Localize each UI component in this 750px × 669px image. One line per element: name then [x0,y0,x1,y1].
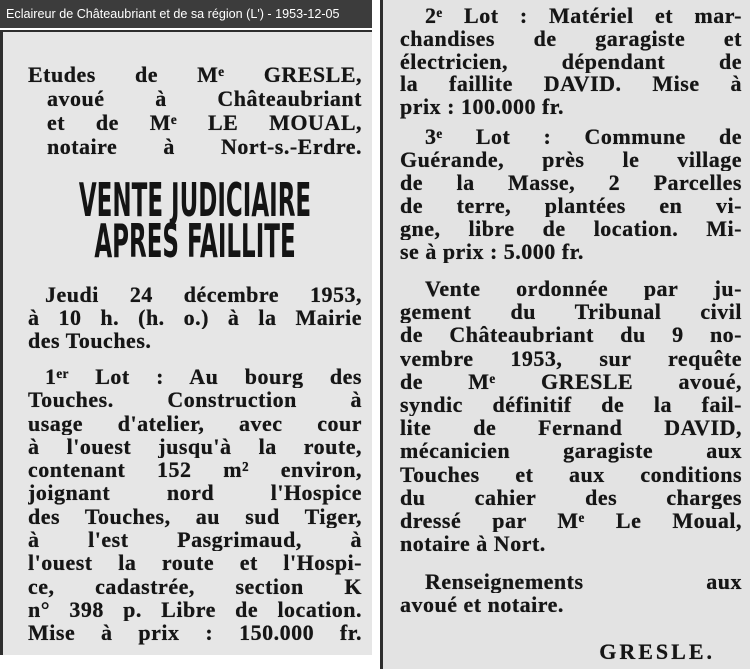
text-line: 3ᵉ Lot : Commune de [425,125,742,148]
text-line: 1ᵉʳ Lot : Au bourg des [45,365,362,389]
text-line: Renseignements aux [425,570,742,593]
text-line: et de Mᵉ LE MOUAL, [47,111,362,135]
text-line: 2ᵉ Lot : Matériel et mar- [425,5,742,28]
text-line: Guérande, près le village [400,148,742,171]
text-line: joignant nord l'Hospice [28,481,362,505]
text-line: gne, libre de location. Mi- [400,217,742,240]
text-line: électricien, dépendant de [400,50,742,74]
headline-text: APRES FAILLITE [94,214,296,268]
left-column [0,30,372,655]
text-line: de la Masse, 2 Parcelles [400,171,742,194]
text-line: de Mᵉ GRESLE avoué, [400,369,742,394]
sale-date-paragraph [28,283,362,352]
text-line: l'ouest la route et l'Hospi- [28,551,362,575]
text-line: de terre, plantées en vi- [400,194,742,217]
text-line: dressé par Mᵉ Le Moual, [400,509,742,533]
text-line: à l'est Pasgrimaud, à [28,528,362,552]
text-line: des Touches. [28,329,152,352]
text-line: gement du Tribunal civil [400,300,742,324]
text-line: mécanicien garagiste aux [400,439,742,463]
text-line: avoué et notaire. [400,593,564,616]
text-line: à 10 h. (h. o.) à la Mairie [28,306,362,329]
text-line: la faillite DAVID. Mise à [400,73,742,97]
notice-header [28,63,362,159]
text-line: Etudes de Mᵉ GRESLE, [28,63,362,87]
lot-1-paragraph [28,365,362,645]
text-line: notaire à Nort-s.-Erdre. [47,135,362,159]
text-line: avoué à Châteaubriant [47,87,362,111]
signature: GRESLE. [599,639,715,664]
headline-line [28,214,362,268]
text-line: de Châteaubriant du 9 no- [400,323,742,347]
right-column [380,0,750,669]
text-line: notaire à Nort. [400,532,546,556]
headline-text: VENTE JUDICIAIRE [78,173,312,227]
sale-order-paragraph [400,277,742,555]
newspaper-caption: Eclaireur de Châteaubriant et de sa région (L') - 1953-12-05 [0,0,372,28]
text-line: syndic définitif de la fail- [400,393,742,417]
information-paragraph [400,570,742,616]
text-line: Touches et aux conditions [400,462,742,486]
notice-headline [28,173,362,268]
text-line: des Touches, au sud Tiger, [28,504,362,529]
text-line: usage d'atelier, avec cour [28,411,362,435]
text-line: Vente ordonnée par ju- [425,277,742,301]
text-line: Touches. Construction à [28,388,362,412]
text-line: ce, cadastrée, section K [28,574,362,598]
text-line: prix : 100.000 fr. [400,96,565,119]
text-line: n° 398 p. Libre de location. [28,597,362,622]
text-line: Mise à prix : 150.000 fr. [28,621,362,645]
text-line: Jeudi 24 décembre 1953, [45,283,362,306]
lot-2-paragraph [400,5,742,119]
text-line: contenant 152 m² environ, [28,458,362,482]
text-line: à l'ouest jusqu'à la route, [28,434,362,459]
text-line: se à prix : 5.000 fr. [400,240,584,263]
text-line: chandises de garagiste et [400,27,742,51]
lot-3-paragraph [400,125,742,263]
text-line: lite de Fernand DAVID, [400,416,742,440]
text-line: vembre 1953, sur requête [400,346,742,370]
text-line: du cahier des charges [400,485,742,510]
